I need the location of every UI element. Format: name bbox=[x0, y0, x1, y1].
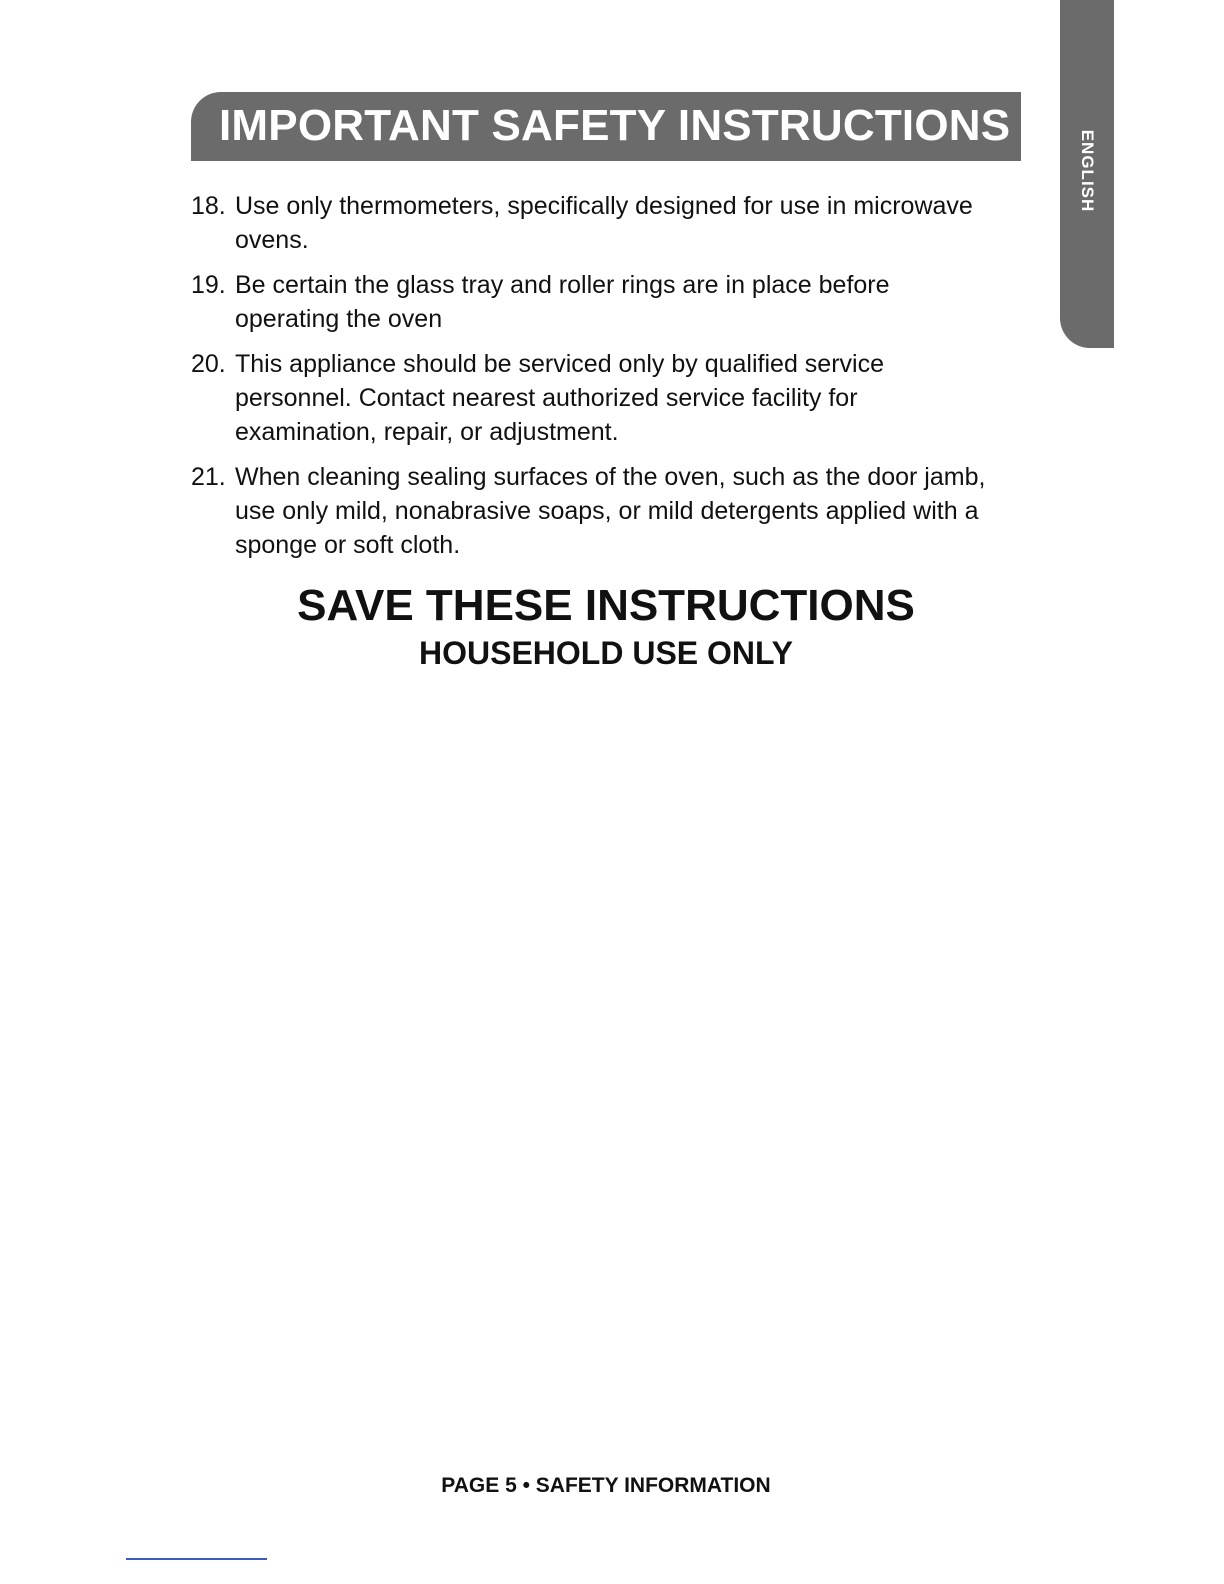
title-banner bbox=[191, 92, 1021, 161]
instruction-item bbox=[191, 460, 991, 562]
instruction-number: 18. bbox=[191, 192, 226, 220]
page-footer: PAGE 5 • SAFETY INFORMATION bbox=[441, 1474, 771, 1497]
instruction-item bbox=[191, 189, 991, 257]
instruction-text: Use only thermometers, specifically designed for use in microwave ovens. bbox=[235, 192, 973, 254]
save-instructions-heading: SAVE THESE INSTRUCTIONS bbox=[297, 581, 915, 630]
instruction-text: When cleaning sealing surfaces of the oven, such as the door jamb, use only mild, nonabrasive soaps, or mild detergents applied with a sponge or soft cloth. bbox=[235, 463, 986, 559]
instruction-number: 21. bbox=[191, 463, 226, 491]
instruction-list bbox=[191, 189, 991, 573]
instruction-text: Be certain the glass tray and roller rings are in place before operating the oven bbox=[235, 271, 890, 333]
instruction-item bbox=[191, 347, 991, 449]
page-title: IMPORTANT SAFETY INSTRUCTIONS bbox=[219, 101, 1011, 150]
instruction-number: 20. bbox=[191, 350, 226, 378]
language-tab-label: ENGLISH bbox=[1078, 129, 1097, 213]
instruction-number: 19. bbox=[191, 271, 226, 299]
footnote-rule bbox=[126, 1558, 267, 1560]
instruction-text: This appliance should be serviced only by qualified service personnel. Contact nearest authorized service facility for examination, repair, or adjustment. bbox=[235, 350, 884, 446]
household-use-subheading: HOUSEHOLD USE ONLY bbox=[419, 635, 793, 671]
instruction-item bbox=[191, 268, 991, 336]
